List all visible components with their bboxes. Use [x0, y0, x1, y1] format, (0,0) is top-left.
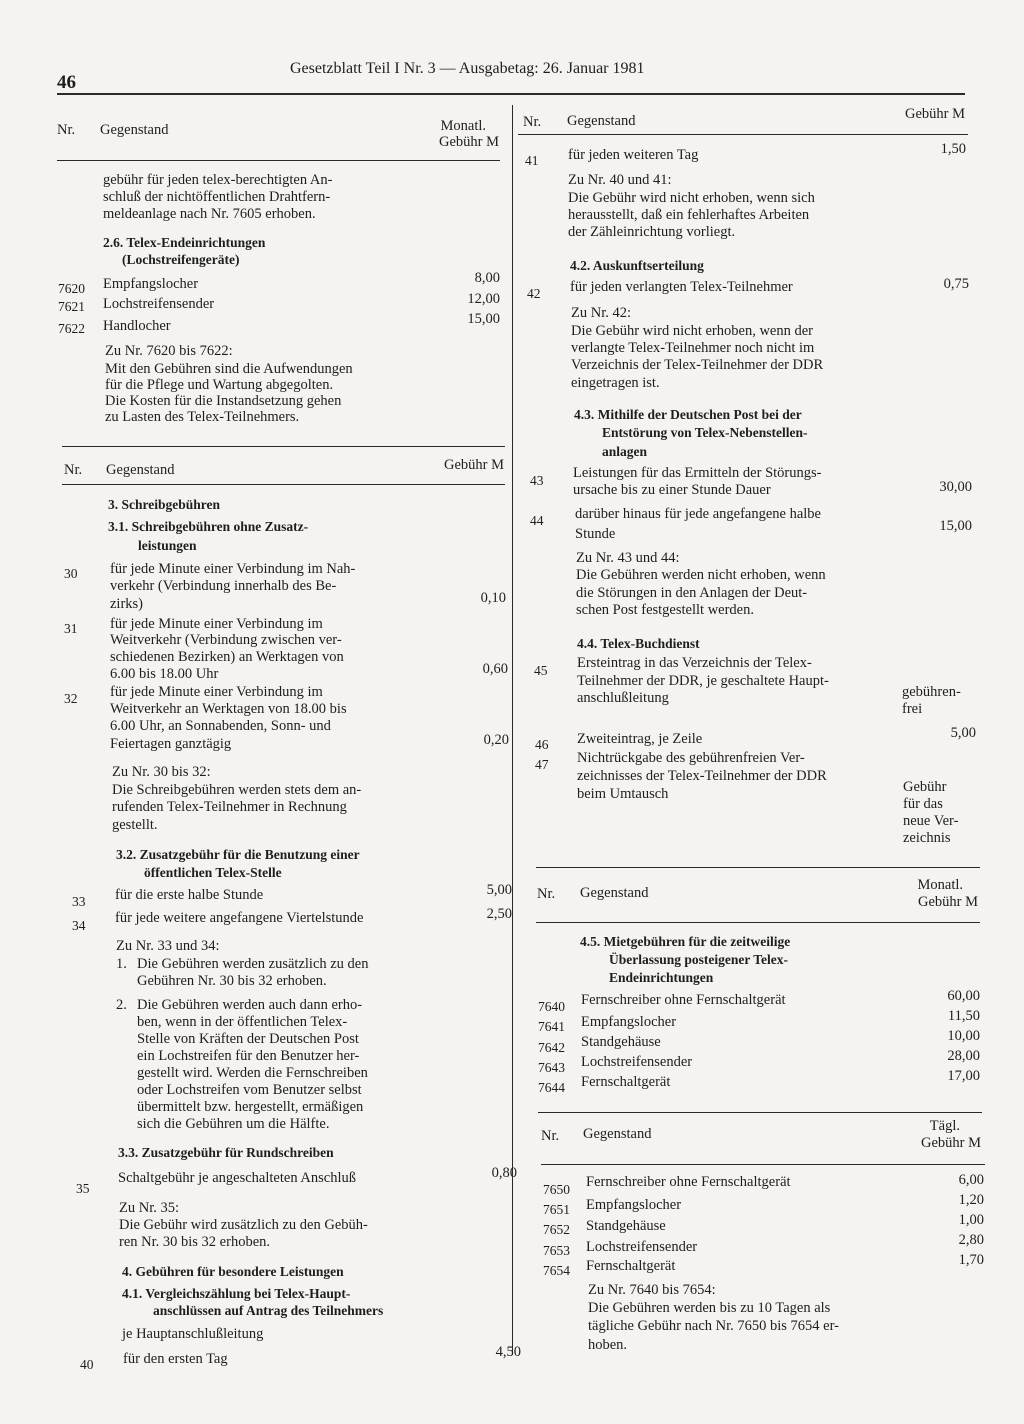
row-text: für jede Minute einer Verbindung im: [110, 684, 323, 700]
row-fee: 1,50: [940, 141, 966, 157]
row-text: Lochstreifensender: [586, 1239, 698, 1255]
row-fee: 6,00: [958, 1172, 984, 1188]
row-text: Fernschaltgerät: [586, 1258, 676, 1274]
note-heading: Zu Nr. 42:: [571, 305, 632, 321]
row-fee: zeichnis: [903, 830, 951, 846]
section-heading: 4.2. Auskunftserteilung: [570, 258, 704, 273]
note-line: ren Nr. 30 bis 32 erhoben.: [119, 1234, 271, 1250]
row-fee: 1,00: [958, 1212, 984, 1228]
table-rule: [541, 1164, 985, 1165]
row-fee: für das: [903, 796, 943, 812]
row-text: ursache bis zu einer Stunde Dauer: [573, 482, 771, 498]
row-text: verkehr (Verbindung innerhalb des Be-: [110, 578, 337, 594]
note-line: Die Gebühr wird nicht erhoben, wenn sich: [568, 190, 815, 206]
col-gegenstand-header: Gegenstand: [100, 122, 169, 138]
note-line: zu Lasten des Telex-Teilnehmers.: [105, 409, 300, 425]
row-text: Handlocher: [103, 318, 171, 334]
note-line: Die Gebühr wird nicht erhoben, wenn der: [571, 323, 813, 339]
note-heading: Zu Nr. 30 bis 32:: [112, 764, 211, 780]
note-line: Mit den Gebühren sind die Aufwendungen: [105, 361, 353, 377]
section-heading: Entstörung von Telex-Nebenstellen-: [602, 425, 808, 440]
row-text: für die erste halbe Stunde: [115, 887, 264, 903]
row-fee: 1,70: [958, 1252, 984, 1268]
page-number: 46: [57, 72, 76, 93]
note-line: Gebühren Nr. 30 bis 32 erhoben.: [137, 973, 327, 989]
col-fee-header: Gebühr M: [904, 106, 965, 122]
row-text: Schaltgebühr je angeschalteten Anschluß: [118, 1170, 356, 1186]
table-rule: [538, 1112, 982, 1113]
note-line: verlangte Telex-Teilnehmer noch nicht im: [571, 340, 815, 356]
row-nr: 7640: [538, 999, 565, 1014]
col-nr-header: Nr.: [537, 886, 556, 902]
section-heading: (Lochstreifengeräte): [122, 252, 240, 267]
table-rule: [62, 484, 505, 485]
row-text: für den ersten Tag: [123, 1351, 228, 1367]
note-line: herausstellt, daß ein fehlerhaftes Arbeiten: [568, 207, 810, 223]
row-text: 6.00 Uhr, an Sonnabenden, Sonn- und: [110, 718, 331, 734]
row-fee: frei: [902, 701, 923, 717]
row-nr: 7642: [538, 1040, 565, 1055]
note-line: eingetragen ist.: [571, 375, 660, 391]
row-nr: 7653: [543, 1243, 570, 1258]
note-line: gestellt.: [112, 817, 158, 833]
row-text: für jede Minute einer Verbindung im: [110, 616, 323, 632]
intro-line: meldeanlage nach Nr. 7605 erhoben.: [103, 206, 316, 222]
row-nr: 7620: [58, 281, 85, 296]
note-heading: Zu Nr. 35:: [119, 1200, 180, 1216]
header-rule: [57, 93, 965, 95]
row-fee: 60,00: [947, 988, 980, 1004]
col-nr-header: Nr.: [523, 114, 542, 130]
page-header-title: Gesetzblatt Teil I Nr. 3 — Ausgabetag: 26. Januar 1981: [290, 60, 645, 77]
row-text: Standgehäuse: [586, 1218, 666, 1234]
row-text: Weitverkehr (Verbindung zwischen ver-: [110, 632, 342, 648]
col-nr-header: Nr.: [541, 1128, 560, 1144]
row-text: schiedenen Bezirken) an Werktagen von: [110, 649, 344, 665]
col-fee-header-2: Gebühr M: [920, 1135, 981, 1151]
note-line: übermittelt bzw. hergestellt, ermäßigen: [137, 1099, 364, 1115]
row-fee: 15,00: [939, 518, 972, 534]
row-fee: 12,00: [467, 291, 500, 307]
row-nr: 35: [76, 1181, 90, 1196]
row-nr: 7643: [538, 1060, 565, 1075]
row-text: Fernschaltgerät: [581, 1074, 671, 1090]
note-heading: Zu Nr. 40 und 41:: [568, 172, 672, 188]
note-line: oder Lochstreifen vom Benutzer selbst: [137, 1082, 362, 1098]
row-nr: 43: [530, 473, 544, 488]
col-gegenstand-header: Gegenstand: [106, 462, 175, 478]
section-heading: 4.3. Mithilfe der Deutschen Post bei der: [574, 407, 802, 422]
row-text: Teilnehmer der DDR, je geschaltete Haupt-: [577, 673, 829, 689]
note-line: ein Lochstreifen für den Benutzer her-: [137, 1048, 360, 1064]
row-nr: 40: [80, 1357, 94, 1372]
col-nr-header: Nr.: [57, 122, 76, 138]
row-text: darüber hinaus für jede angefangene halbe: [575, 506, 821, 522]
row-nr: 33: [72, 894, 86, 909]
note-heading: Zu Nr. 7640 bis 7654:: [588, 1282, 716, 1298]
col-fee-header-2: Gebühr M: [438, 134, 499, 150]
row-text: für jede weitere angefangene Viertelstunde: [115, 910, 364, 926]
note-heading: Zu Nr. 33 und 34:: [116, 938, 220, 954]
row-text: Feiertagen ganztägig: [110, 736, 232, 752]
row-nr: 7621: [58, 299, 85, 314]
col-fee-header-1: Monatl.: [440, 118, 486, 134]
note-line: die Störungen in den Anlagen der Deut-: [576, 585, 808, 601]
note-heading: Zu Nr. 7620 bis 7622:: [105, 343, 233, 359]
row-text: Stunde: [575, 526, 616, 542]
row-fee: 17,00: [947, 1068, 980, 1084]
table-rule: [57, 160, 500, 161]
note-line: rufenden Telex-Teilnehmer in Rechnung: [112, 799, 347, 815]
row-text: Weitverkehr an Werktagen von 18.00 bis: [110, 701, 347, 717]
table-rule: [536, 922, 980, 923]
row-fee: 2,80: [958, 1232, 984, 1248]
note-line: gestellt wird. Werden die Fernschreiben: [137, 1065, 368, 1081]
row-nr: 7651: [543, 1202, 570, 1217]
section-heading: anschlüssen auf Antrag des Teilnehmers: [153, 1303, 384, 1318]
section-heading: Überlassung posteigener Telex-: [609, 952, 789, 967]
note-heading: Zu Nr. 43 und 44:: [576, 550, 680, 566]
note-line: Die Gebühren werden zusätzlich zu den: [137, 956, 369, 972]
note-line: Verzeichnis der Telex-Teilnehmer der DDR: [571, 357, 824, 373]
row-text: Empfangslocher: [581, 1014, 677, 1030]
row-nr: 32: [64, 691, 78, 706]
row-text: Lochstreifensender: [103, 296, 215, 312]
note-line: Stelle von Kräften der Deutschen Post: [137, 1031, 359, 1047]
col-fee-header: Gebühr M: [443, 457, 504, 473]
note-line: Die Gebühr wird zusätzlich zu den Gebüh-: [119, 1217, 368, 1233]
section-heading: leistungen: [138, 538, 197, 553]
table-rule: [518, 134, 968, 135]
note-line: für die Pflege und Wartung abgegolten.: [105, 377, 334, 393]
row-nr: 30: [64, 566, 78, 581]
intro-line: schluß der nichtöffentlichen Drahtfern-: [103, 189, 331, 205]
note-line: ben, wenn in der öffentlichen Telex-: [137, 1014, 348, 1030]
section-heading: 4.4. Telex-Buchdienst: [577, 636, 700, 651]
row-text: für jede Minute einer Verbindung im Nah-: [110, 561, 356, 577]
note-line: Die Gebühren werden bis zu 10 Tagen als: [588, 1300, 831, 1316]
row-nr: 31: [64, 621, 78, 636]
col-gegenstand-header: Gegenstand: [580, 885, 649, 901]
note-item-number: 1.: [116, 956, 127, 972]
row-fee: 30,00: [939, 479, 972, 495]
table-rule: [62, 446, 505, 447]
col-fee-header-2: Gebühr M: [917, 894, 978, 910]
section-heading: anlagen: [602, 444, 648, 459]
row-text: beim Umtausch: [577, 786, 669, 802]
table-rule: [536, 867, 980, 868]
row-text: Fernschreiber ohne Fernschaltgerät: [581, 992, 786, 1008]
row-text: zeichnisses der Telex-Teilnehmer der DDR: [577, 768, 827, 784]
row-fee: 5,00: [950, 725, 976, 741]
row-text: Leistungen für das Ermitteln der Störungs-: [573, 465, 822, 481]
row-nr: 46: [535, 737, 549, 752]
row-fee: 0,10: [480, 590, 506, 606]
section-heading: Endeinrichtungen: [609, 970, 714, 985]
row-nr: 7622: [58, 321, 85, 336]
row-fee: 0,80: [491, 1165, 517, 1181]
row-fee: neue Ver-: [903, 813, 959, 829]
section-heading: 4. Gebühren für besondere Leistungen: [122, 1264, 344, 1279]
section-heading: 2.6. Telex-Endeinrichtungen: [103, 235, 266, 250]
row-text: Standgehäuse: [581, 1034, 661, 1050]
row-nr: 44: [530, 513, 544, 528]
row-fee: gebühren-: [902, 684, 961, 700]
note-line: Die Gebühren werden auch dann erho-: [137, 997, 363, 1013]
row-text: Zweiteintrag, je Zeile: [577, 731, 703, 747]
row-fee: 28,00: [947, 1048, 980, 1064]
row-fee: 0,60: [482, 661, 508, 677]
col-nr-header: Nr.: [64, 462, 83, 478]
note-line: sich die Gebühren um die Hälfte.: [137, 1116, 330, 1132]
note-line: schen Post festgestellt werden.: [576, 602, 754, 618]
row-text: für jeden verlangten Telex-Teilnehmer: [570, 279, 793, 295]
section-heading: 3. Schreibgebühren: [108, 497, 221, 512]
note-line: Die Schreibgebühren werden stets dem an-: [112, 782, 362, 798]
note-line: der Zähleinrichtung vorliegt.: [568, 224, 736, 240]
row-text: Empfangslocher: [586, 1197, 682, 1213]
row-text: anschlußleitung: [577, 690, 669, 706]
section-heading: 4.5. Mietgebühren für die zeitweilige: [580, 934, 791, 949]
note-line: tägliche Gebühr nach Nr. 7650 bis 7654 er-: [588, 1318, 839, 1334]
row-nr: 7654: [543, 1263, 570, 1278]
row-fee: 5,00: [486, 882, 512, 898]
col-gegenstand-header: Gegenstand: [583, 1126, 652, 1142]
col-fee-header-1: Tägl.: [929, 1118, 960, 1134]
row-text: Ersteintrag in das Verzeichnis der Telex-: [577, 655, 812, 671]
row-fee: 0,75: [943, 276, 969, 292]
row-nr: 7641: [538, 1019, 565, 1034]
row-text: Fernschreiber ohne Fernschaltgerät: [586, 1174, 791, 1190]
row-text: 6.00 bis 18.00 Uhr: [110, 666, 219, 682]
row-text: für jeden weiteren Tag: [568, 147, 699, 163]
row-fee: 1,20: [958, 1192, 984, 1208]
row-nr: 47: [535, 757, 549, 772]
section-line: je Hauptanschlußleitung: [122, 1326, 264, 1342]
row-text: Nichtrückgabe des gebührenfreien Ver-: [577, 750, 805, 766]
row-nr: 34: [72, 918, 86, 933]
row-fee: 15,00: [467, 311, 500, 327]
note-line: hoben.: [588, 1337, 628, 1353]
note-line: Die Gebühren werden nicht erhoben, wenn: [576, 567, 826, 583]
row-text: Empfangslocher: [103, 276, 199, 292]
row-fee: 8,00: [474, 270, 500, 286]
row-nr: 7652: [543, 1222, 570, 1237]
row-nr: 42: [527, 286, 541, 301]
col-gegenstand-header: Gegenstand: [567, 113, 636, 129]
section-heading: 3.3. Zusatzgebühr für Rundschreiben: [118, 1145, 334, 1160]
row-fee: 11,50: [947, 1008, 980, 1024]
row-nr: 41: [525, 153, 539, 168]
row-fee: 10,00: [947, 1028, 980, 1044]
note-line: Die Kosten für die Instandsetzung gehen: [105, 393, 342, 409]
row-fee: 2,50: [486, 906, 512, 922]
row-nr: 45: [534, 663, 548, 678]
section-heading: 3.2. Zusatzgebühr für die Benutzung einer: [116, 847, 360, 862]
row-text: zirks): [110, 596, 144, 612]
section-heading: 4.1. Vergleichszählung bei Telex-Haupt-: [122, 1286, 351, 1301]
note-item-number: 2.: [116, 997, 127, 1013]
row-fee: 4,50: [495, 1344, 521, 1360]
row-fee: Gebühr: [903, 779, 947, 795]
row-fee: 0,20: [483, 732, 509, 748]
section-heading: öffentlichen Telex-Stelle: [144, 865, 282, 880]
row-text: Lochstreifensender: [581, 1054, 693, 1070]
col-fee-header-1: Monatl.: [917, 877, 963, 893]
intro-line: gebühr für jeden telex-berechtigten An-: [103, 172, 333, 188]
row-nr: 7650: [543, 1182, 570, 1197]
row-nr: 7644: [538, 1080, 565, 1095]
section-heading: 3.1. Schreibgebühren ohne Zusatz-: [108, 519, 309, 534]
